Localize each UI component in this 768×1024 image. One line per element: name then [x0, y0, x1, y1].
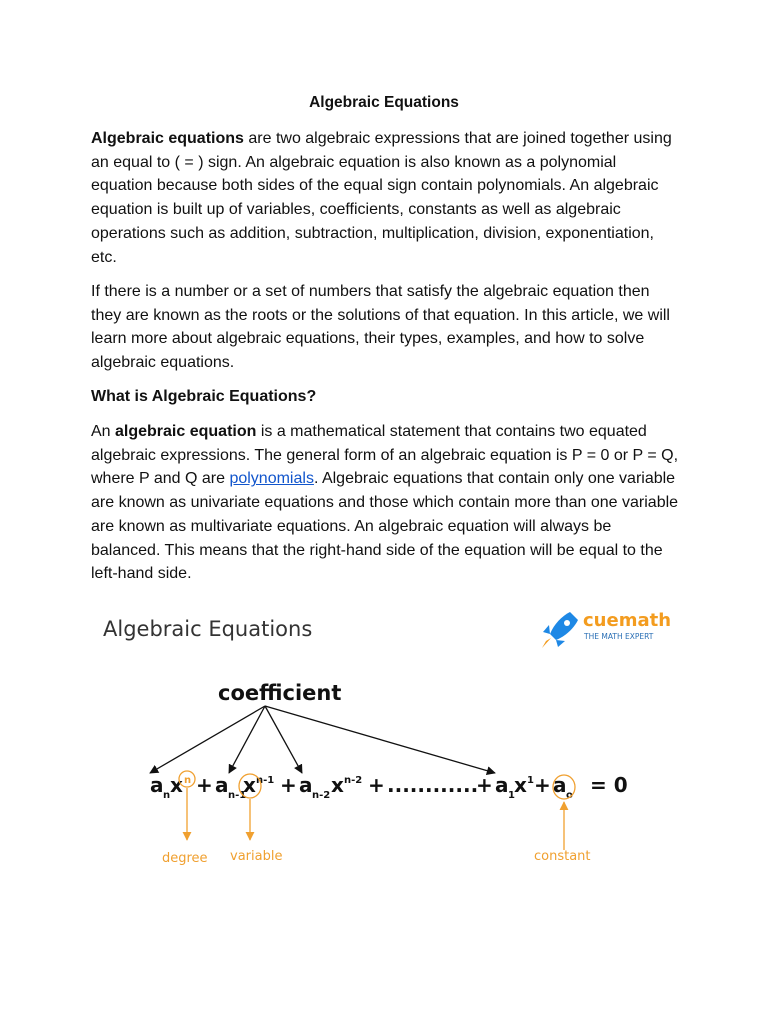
annotation-labels — [162, 849, 591, 866]
term-an-exp: n — [184, 775, 192, 786]
variable-label: variable — [230, 849, 283, 864]
term-a0-sub: o — [566, 790, 573, 801]
plus-3: + — [368, 773, 385, 797]
term-an-base: a — [150, 773, 164, 797]
plus-5: + — [534, 773, 551, 797]
definition-text-1: An — [91, 423, 116, 440]
paragraph-definition — [91, 420, 681, 586]
term-a0-base: a — [553, 773, 567, 797]
term-an2-exp: n-2 — [344, 775, 363, 786]
definition-text-2: is a mathematical statement that contains two equated algebraic expressions. The general form of an algebraic equation is P = 0 or P = Q, where P and Q are — [91, 423, 679, 488]
general-equation — [150, 773, 628, 801]
brand-name: cuemath — [583, 610, 672, 631]
term-an2-var: x — [331, 773, 344, 797]
plus-4: + — [476, 773, 493, 797]
term-a1-var: x — [514, 773, 527, 797]
arrow-to-an — [150, 706, 265, 773]
section-heading: What is Algebraic Equations? — [91, 388, 317, 405]
polynomials-link[interactable]: polynomials — [229, 470, 314, 488]
term-an1-var: x — [243, 773, 256, 797]
rocket-icon — [542, 612, 578, 648]
plus-1: + — [196, 773, 213, 797]
term-a1-base: a — [495, 773, 509, 797]
brand-tagline: THE MATH EXPERT — [584, 632, 654, 641]
term-an2-sub: n-2 — [312, 790, 331, 801]
definition-bold-term: algebraic equation — [115, 423, 257, 440]
ellipsis-dots: ............ — [387, 773, 479, 797]
term-a1-sub: 1 — [508, 790, 515, 801]
constant-label: constant — [534, 849, 591, 864]
arrow-to-a1 — [265, 706, 495, 773]
term-an1-exp: n-1 — [256, 775, 275, 786]
document-title: Algebraic Equations — [309, 94, 459, 111]
term-an1-sub: n-1 — [228, 790, 247, 801]
definition-text-3: . Algebraic equations that contain only one variable are known as univariate equations and those which contain more than one variable are known as multivariate equations. An algebraic equation will always be balanced. This means that the right-hand side of the equation will be equal to the left-hand side. — [91, 470, 679, 583]
arrow-to-an-2 — [265, 706, 302, 773]
coefficient-arrows — [150, 706, 495, 773]
degree-label: degree — [162, 851, 208, 866]
intro-bold-term: Algebraic equations — [91, 130, 244, 147]
plus-2: + — [280, 773, 297, 797]
cuemath-logo — [542, 610, 671, 648]
paragraph-roots: If there is a number or a set of numbers that satisfy the algebraic equation then they are known as the roots or the solutions of that equation. In this article, we will learn more about algebraic equations, their types, examples, and how to solve algebraic equations. — [91, 283, 670, 372]
figure-title: Algebraic Equations — [103, 617, 313, 641]
paragraph-intro — [91, 127, 681, 269]
term-an1-base: a — [215, 773, 229, 797]
term-a1-exp: 1 — [527, 775, 534, 786]
intro-text: are two algebraic expressions that are joined together using an equal to ( = ) sign. An algebraic equation is also known as a polynomial equation because both sides of the equal sign contain polynomials. An algebraic equation is built up of variables, coefficients, constants as well as algebraic operations such as addition, subtraction, multiplication, division, exponentiation, etc. — [91, 130, 672, 266]
term-an-sub: n — [163, 790, 171, 801]
term-an2-base: a — [299, 773, 313, 797]
equals-zero: = 0 — [590, 773, 628, 797]
algebraic-equations-figure — [90, 600, 690, 890]
term-an-var: x — [170, 773, 183, 797]
coefficient-label: coefficient — [218, 681, 342, 705]
